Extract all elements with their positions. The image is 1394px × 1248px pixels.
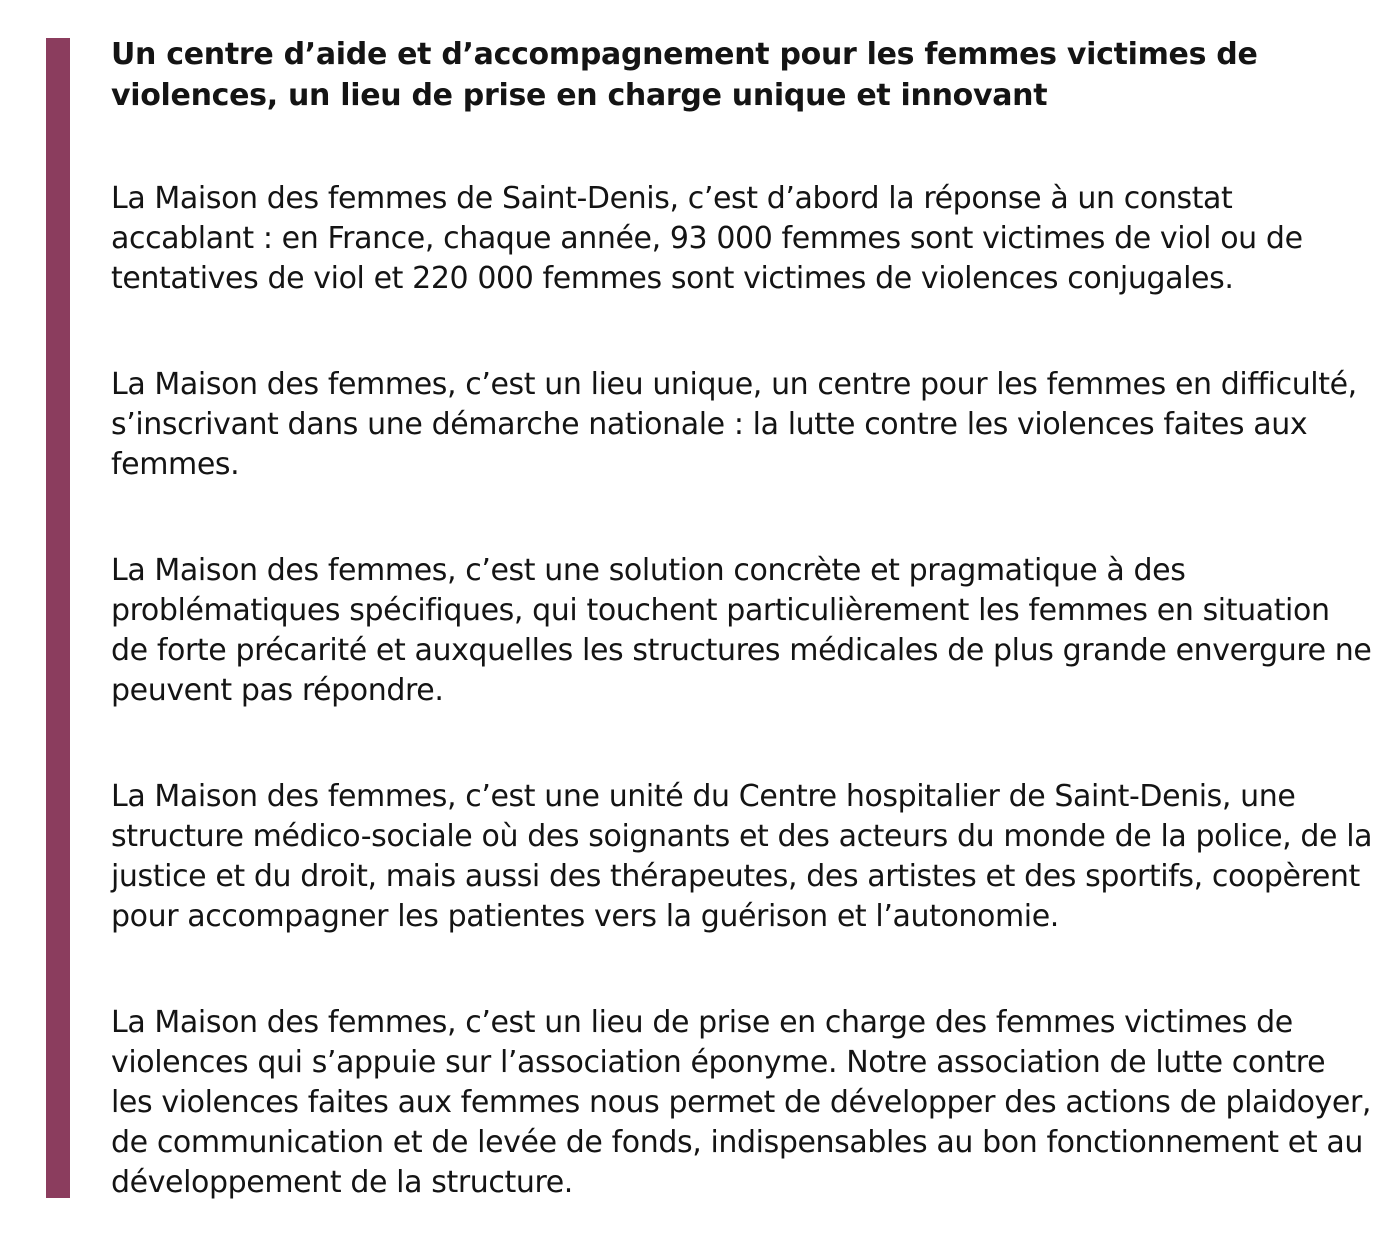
paragraph-association: La Maison des femmes, c’est un lieu de prise en charge des femmes victimes de violences qui s’appuie sur l’association éponyme. Notre association de lutte contre les violences faites aux femmes nous permet de développer des actions de plaidoyer, de communication et de levée de fonds, indispensables au bon fonctionnement et au développement de la structure.	[111, 1005, 1372, 1200]
paragraph-unite-hospitaliere: La Maison des femmes, c’est une unité du Centre hospitalier de Saint-Denis, une structure médico-sociale où des soignants et des acteurs du monde de la police, de la justice et du droit, mais aussi des thérapeutes, des artistes et des sportifs, coopèrent pour accompagner les patientes vers la guérison et l’autonomie.	[111, 779, 1373, 934]
paragraph-solution: La Maison des femmes, c’est une solution concrète et pragmatique à des problématiques spécifiques, qui touchent particulièrement les femmes en situation de forte précarité et auxquelles les structures médicales de plus grande envergure ne peuvent pas répondre.	[111, 553, 1372, 708]
paragraph-constat: La Maison des femmes de Saint-Denis, c’est d’abord la réponse à un constat accablant : en France, chaque année, 93 000 femmes sont victimes de viol ou de tentatives de viol et 220 000 femmes sont victimes de violences conjugales.	[111, 181, 1303, 296]
section-heading: Un centre d’aide et d’accompagnement pour les femmes victimes de violences, un lieu de prise en charge unique et innovant	[111, 37, 1258, 113]
article-content	[111, 34, 1373, 1203]
accent-bar	[46, 38, 70, 1198]
paragraph-lieu-unique: La Maison des femmes, c’est un lieu unique, un centre pour les femmes en difficulté, s’inscrivant dans une démarche nationale : la lutte contre les violences faites aux femmes.	[111, 367, 1357, 482]
